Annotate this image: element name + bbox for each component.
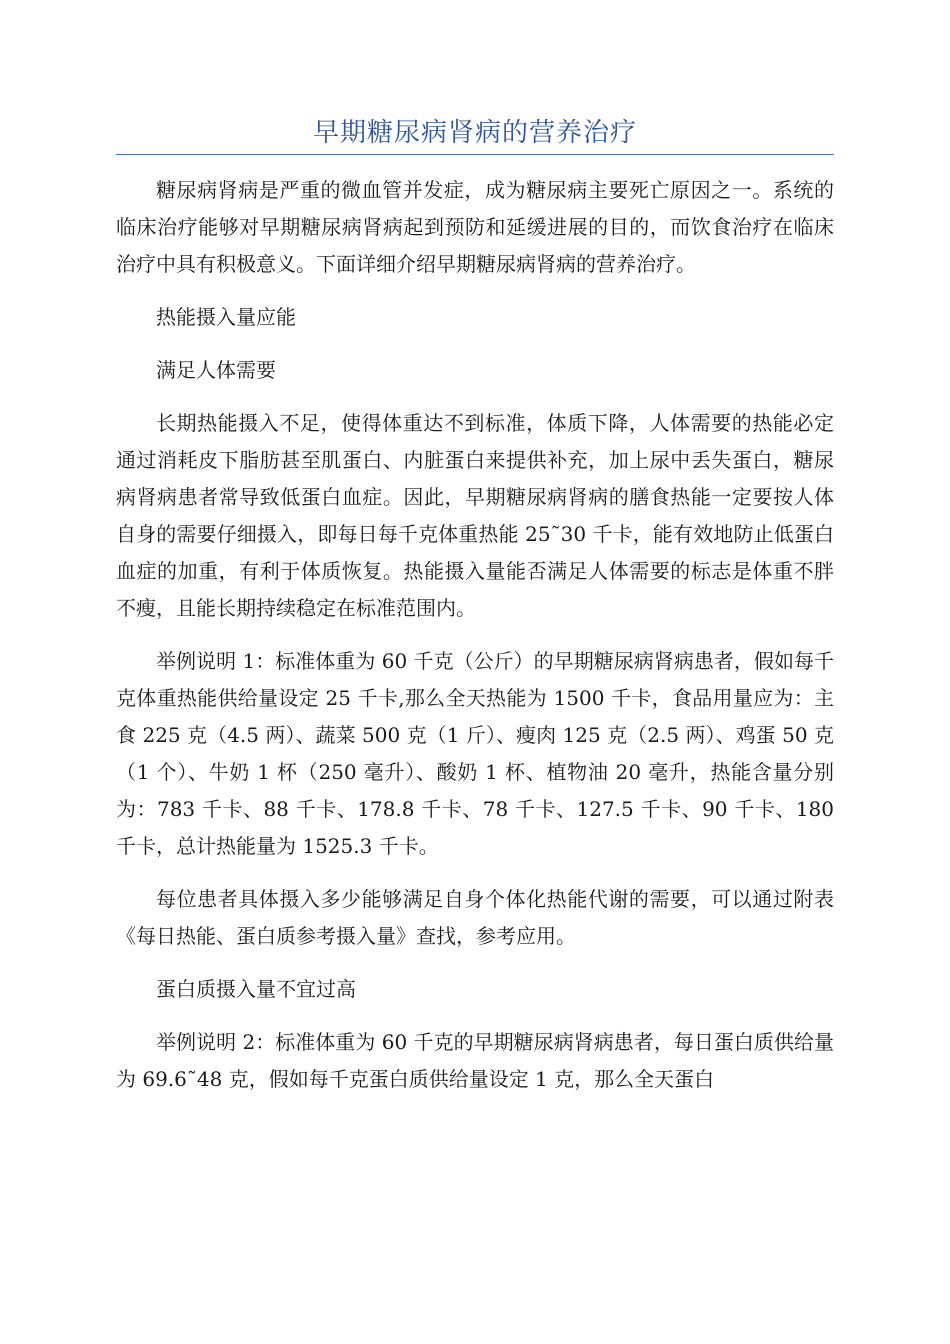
- paragraph-example-1: 举例说明 1：标准体重为 60 千克（公斤）的早期糖尿病肾病患者，假如每千克体重热能供给量设定 25 千卡,那么全天热能为 1500 千卡，食品用量应为：主食 225 克（4.5 两）、蔬菜 500 克（1 斤）、瘦肉 125 克（2.5 两）、鸡蛋 50 克（1 个）、牛奶 1 杯（250 毫升）、酸奶 1 杯、植物油 20 毫升，热能含量分别为：783 千卡、88 千卡、178.8 千卡、78 千卡、127.5 千卡、90 千卡、180 千卡，总计热能量为 1525.3 千卡。: [116, 649, 834, 858]
- paragraph-heading-protein: 蛋白质摄入量不宜过高: [156, 977, 356, 1001]
- title-underline: [116, 154, 834, 155]
- paragraph-heading-energy-1: 热能摄入量应能: [156, 305, 296, 329]
- paragraph-energy-detail: 长期热能摄入不足，使得体重达不到标准，体质下降，人体需要的热能必定通过消耗皮下脂肪甚至肌蛋白、内脏蛋白来提供补充，加上尿中丢失蛋白，糖尿病肾病患者常导致低蛋白血症。因此，早期糖尿病肾病的膳食热能一定要按人体自身的需要仔细摄入，即每日每千克体重热能 25˜30 千卡，能有效地防止低蛋白血症的加重，有利于体质恢复。热能摄入量能否满足人体需要的标志是体重不胖不瘦，且能长期持续稳定在标准范围内。: [116, 411, 834, 620]
- document-body: [116, 172, 834, 1114]
- paragraph-heading-energy-2: 满足人体需要: [156, 358, 276, 382]
- page-title: 早期糖尿病肾病的营养治疗: [312, 118, 637, 148]
- paragraph-reference-table: 每位患者具体摄入多少能够满足自身个体化热能代谢的需要，可以通过附表《每日热能、蛋白质参考摄入量》查找，参考应用。: [116, 887, 834, 948]
- paragraph-intro: 糖尿病肾病是严重的微血管并发症，成为糖尿病主要死亡原因之一。系统的临床治疗能够对早期糖尿病肾病起到预防和延缓进展的目的，而饮食治疗在临床治疗中具有积极意义。下面详细介绍早期糖尿病肾病的营养治疗。: [116, 178, 834, 276]
- paragraph-example-2: 举例说明 2：标准体重为 60 千克的早期糖尿病肾病患者，每日蛋白质供给量为 69.6˜48 克，假如每千克蛋白质供给量设定 1 克，那么全天蛋白: [116, 1030, 834, 1091]
